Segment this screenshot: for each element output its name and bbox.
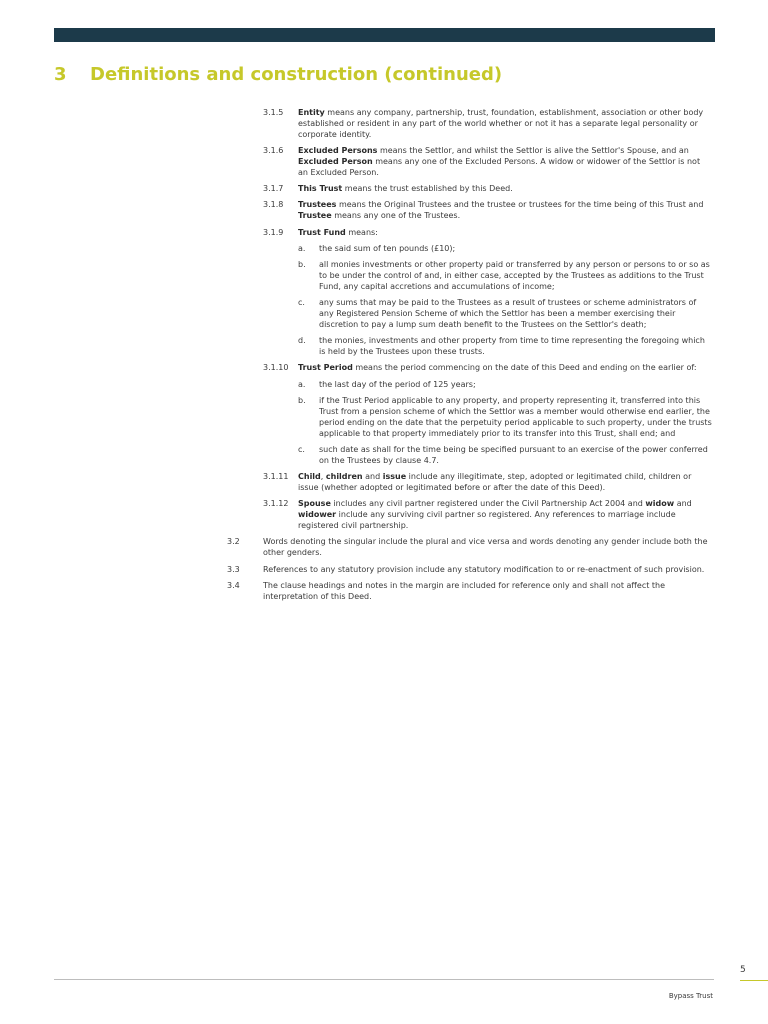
defined-term: Trustees [298, 200, 337, 210]
clause-text [298, 499, 712, 531]
clause-3-1-10 [0, 363, 768, 374]
clause-3-1-7 [0, 184, 768, 195]
clause-body: means: [345, 227, 378, 237]
footer-divider [54, 979, 714, 980]
clause-text [298, 200, 712, 222]
defined-term: Trustee [298, 211, 332, 221]
sub-clause [0, 380, 768, 391]
defined-term: issue [382, 472, 407, 482]
clause-number: 3.1.9 [263, 227, 284, 237]
clause-3-4 [0, 581, 768, 603]
sub-clause-label: c. [298, 298, 305, 308]
section-title: Definitions and construction (continued) [90, 64, 503, 85]
clause-3-1-5 [0, 108, 768, 140]
clause-body: means any one of the Trustees. [331, 211, 461, 221]
sub-clause-text: if the Trust Period applicable to any property, and property representing it, transferred into this Trust from a pension scheme of which the Settlor was a member would otherwise end earlier, the period ending on the date that the perpetuity period applicable to such property, under the trusts applicable to that property immediately prior to its transfer into this Trust, shall end; and [319, 396, 712, 438]
clause-text: The clause headings and notes in the margin are included for reference only and shall not affect the interpretation of this Deed. [263, 580, 666, 601]
clause-body: include any illegitimate, step, adopted or legitimated child, children or issue (whether adopted or legitimated before or after the date of this Deed). [298, 472, 692, 493]
defined-term: Trust Fund [298, 227, 346, 237]
sub-clause-label: b. [298, 260, 306, 270]
clause-body: includes any civil partner registered under the Civil Partnership Act 2004 and [330, 499, 646, 509]
sub-clause-label: c. [298, 445, 305, 455]
sub-clause-label: d. [298, 336, 306, 346]
clause-3-2 [0, 537, 768, 559]
sub-clause-text: such date as shall for the time being be specified pursuant to an exercise of the power conferred on the Trustees by clause 4.7. [319, 445, 708, 465]
clause-text [298, 108, 712, 140]
clause-3-1-11 [0, 472, 768, 494]
defined-term: Excluded Person [298, 156, 373, 166]
page-title [54, 64, 502, 85]
defined-term: Child [298, 472, 321, 482]
sub-clause [0, 396, 768, 439]
sub-clause-text: the said sum of ten pounds (£10); [319, 243, 456, 253]
defined-term: Excluded Persons [298, 145, 378, 155]
clause-text [298, 228, 712, 239]
clause-body: and [674, 499, 692, 509]
clause-number: 3.1.5 [263, 108, 284, 117]
clause-number: 3.3 [227, 564, 240, 574]
clause-text [298, 184, 712, 195]
sub-clause-text: all monies investments or other property paid or transferred by any person or persons to or so as to be under the control of and, in either case, accepted by the Trustees as additions to the Trust Fund, any capital accretions and accumulations of income; [319, 260, 710, 291]
clause-3-1-9 [0, 228, 768, 239]
clause-body: means the period commencing on the date of this Deed and ending on the earlier of: [352, 363, 697, 373]
clause-number: 3.1.7 [263, 183, 284, 193]
defined-term: Entity [298, 108, 325, 117]
clause-body: means the trust established by this Deed. [342, 183, 513, 193]
clause-number: 3.1.12 [263, 499, 289, 509]
sub-clause-text: the last day of the period of 125 years; [319, 379, 476, 389]
clause-number: 3.1.11 [263, 472, 289, 482]
clause-body: means any one of the Excluded Persons. A widow or widower of the Settlor is not an Excluded Person. [298, 156, 701, 177]
clause-3-1-8 [0, 200, 768, 222]
sub-clause [0, 298, 768, 330]
clause-number: 3.2 [227, 537, 240, 547]
sub-clause [0, 336, 768, 358]
defined-term: children [325, 472, 363, 482]
clause-3-1-6 [0, 146, 768, 178]
clause-body: , [320, 472, 326, 482]
clause-body: means the Original Trustees and the trustee or trustees for the time being of this Trust and [336, 200, 704, 210]
sub-clause [0, 260, 768, 292]
sub-clause-text: any sums that may be paid to the Trustees as a result of trustees or scheme administrators of any Registered Pension Scheme of which the Settlor has been a member exercising their discretion to pay a lump sum death benefit to the Trustees on the Settlor's death; [319, 298, 697, 329]
clause-body: include any surviving civil partner so registered. Any references to marriage include registered civil partnership. [298, 510, 676, 531]
defined-term: widower [298, 510, 337, 520]
clause-body: and [362, 472, 383, 482]
header-bar [54, 28, 715, 42]
defined-term: Spouse [298, 499, 331, 509]
clause-text [298, 363, 712, 374]
defined-term: Trust Period [298, 363, 353, 373]
clause-number: 3.4 [227, 580, 240, 590]
clause-text [298, 472, 712, 494]
clause-3-3 [0, 565, 768, 576]
clause-3-1-12 [0, 499, 768, 531]
page-number: 5 [740, 965, 746, 975]
section-number: 3 [54, 64, 67, 85]
sub-clause [0, 244, 768, 255]
sub-clause-label: a. [298, 243, 306, 253]
sub-clause [0, 445, 768, 467]
defined-term: widow [645, 499, 675, 509]
clause-text: References to any statutory provision include any statutory modification to or re-enactment of such provision. [263, 564, 705, 574]
sub-clause-label: a. [298, 379, 306, 389]
page-number-underline [740, 980, 768, 981]
clause-body: means any company, partnership, trust, foundation, establishment, association or other body established or resident in any part of the world whether or not it has a separate legal personality or corporate identity. [298, 108, 704, 139]
sub-clause-label: b. [298, 396, 306, 406]
sub-clause-text: the monies, investments and other property from time to time representing the foregoing which is held by the Trustees upon these trusts. [319, 336, 705, 357]
clause-text: Words denoting the singular include the plural and vice versa and words denoting any gender include both the other genders. [263, 537, 708, 558]
clauses-body [0, 108, 768, 608]
footer-document-title: Bypass Trust [668, 992, 713, 1000]
clause-number: 3.1.6 [263, 145, 284, 155]
defined-term: This Trust [298, 183, 343, 193]
clause-text [298, 146, 712, 178]
clause-number: 3.1.10 [263, 363, 289, 373]
clause-body: means the Settlor, and whilst the Settlor is alive the Settlor's Spouse, and an [377, 145, 689, 155]
clause-number: 3.1.8 [263, 200, 284, 210]
